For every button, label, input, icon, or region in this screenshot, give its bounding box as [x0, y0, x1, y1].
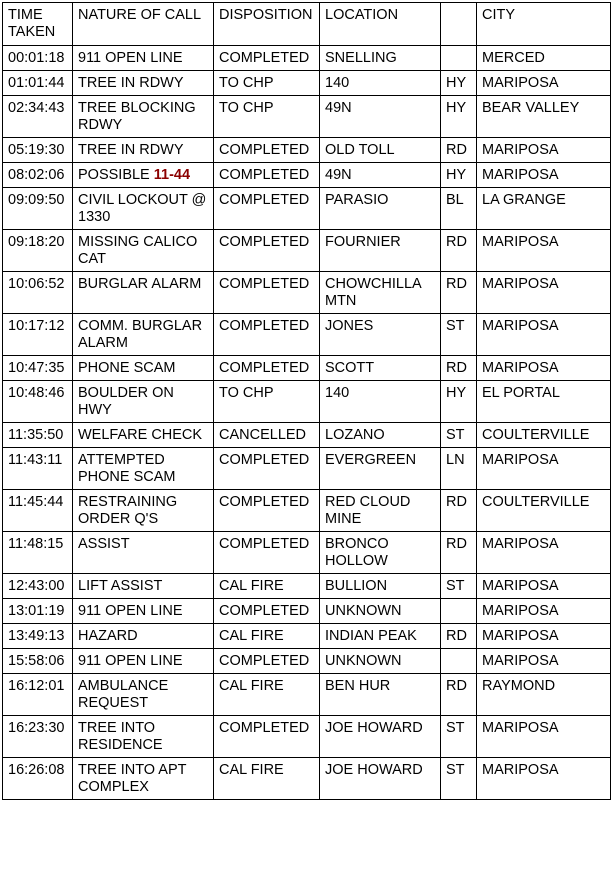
- cell-location: [320, 448, 441, 490]
- disposition-text: COMPLETED: [219, 167, 310, 183]
- cell-location: [320, 96, 441, 138]
- header-row: [3, 3, 611, 46]
- cell-type: [441, 356, 477, 381]
- location-text: BRONCO HOLLOW: [325, 536, 389, 569]
- type-text: RD: [446, 494, 467, 510]
- cell-time: [3, 649, 73, 674]
- disposition-text: COMPLETED: [219, 192, 310, 208]
- time-text: 11:43:11: [8, 452, 63, 468]
- cell-city: [477, 758, 611, 800]
- nature-text: TREE BLOCKING RDWY: [78, 100, 196, 133]
- cell-type: [441, 163, 477, 188]
- time-text: 10:47:35: [8, 360, 65, 376]
- disposition-text: COMPLETED: [219, 50, 310, 66]
- type-text: HY: [446, 167, 467, 183]
- city-text: MARIPOSA: [482, 234, 559, 250]
- time-text: 12:43:00: [8, 578, 65, 594]
- location-text: LOZANO: [325, 427, 385, 443]
- nature-text: TREE IN RDWY: [78, 75, 184, 91]
- table-row: [3, 574, 611, 599]
- cell-nature: [73, 272, 214, 314]
- call-log-table: [2, 2, 611, 800]
- location-text: PARASIO: [325, 192, 389, 208]
- nature-text: HAZARD: [78, 628, 138, 644]
- location-text: UNKNOWN: [325, 603, 402, 619]
- cell-location: [320, 272, 441, 314]
- table-row: [3, 423, 611, 448]
- cell-type: [441, 574, 477, 599]
- cell-city: [477, 381, 611, 423]
- header-nature: NATURE OF CALL: [73, 3, 214, 46]
- cell-time: [3, 674, 73, 716]
- table-row: [3, 96, 611, 138]
- cell-city: [477, 272, 611, 314]
- cell-disposition: [214, 490, 320, 532]
- disposition-text: CAL FIRE: [219, 762, 284, 778]
- cell-type: [441, 314, 477, 356]
- cell-time: [3, 490, 73, 532]
- time-text: 11:35:50: [8, 427, 64, 443]
- cell-city: [477, 96, 611, 138]
- cell-type: [441, 716, 477, 758]
- cell-time: [3, 599, 73, 624]
- cell-location: [320, 188, 441, 230]
- cell-type: [441, 138, 477, 163]
- cell-nature: [73, 230, 214, 272]
- nature-text: WELFARE CHECK: [78, 427, 203, 443]
- disposition-text: COMPLETED: [219, 720, 310, 736]
- cell-time: [3, 314, 73, 356]
- table-row: [3, 46, 611, 71]
- cell-disposition: [214, 96, 320, 138]
- cell-nature: [73, 188, 214, 230]
- cell-time: [3, 356, 73, 381]
- location-text: JOE HOWARD: [325, 720, 423, 736]
- table-row: [3, 272, 611, 314]
- cell-city: [477, 448, 611, 490]
- location-text: 140: [325, 385, 350, 401]
- cell-city: [477, 624, 611, 649]
- cell-type: [441, 532, 477, 574]
- cell-location: [320, 758, 441, 800]
- cell-location: [320, 138, 441, 163]
- disposition-text: TO CHP: [219, 385, 274, 401]
- cell-type: [441, 490, 477, 532]
- table-row: [3, 230, 611, 272]
- cell-nature: [73, 356, 214, 381]
- cell-city: [477, 490, 611, 532]
- table-row: [3, 599, 611, 624]
- cell-nature: [73, 758, 214, 800]
- type-text: RD: [446, 142, 467, 158]
- time-text: 16:12:01: [8, 678, 65, 694]
- type-text: BL: [446, 192, 464, 208]
- city-text: MARIPOSA: [482, 318, 559, 334]
- type-text: ST: [446, 762, 465, 778]
- cell-nature: [73, 674, 214, 716]
- time-text: 13:01:19: [8, 603, 65, 619]
- table-row: [3, 163, 611, 188]
- cell-nature: [73, 574, 214, 599]
- disposition-text: COMPLETED: [219, 494, 310, 510]
- nature-text: TREE IN RDWY: [78, 142, 184, 158]
- table-body: [3, 46, 611, 800]
- city-text: COULTERVILLE: [482, 494, 590, 510]
- cell-city: [477, 188, 611, 230]
- time-text: 01:01:44: [8, 75, 65, 91]
- cell-time: [3, 423, 73, 448]
- nature-text: MISSING CALICO CAT: [78, 234, 198, 267]
- cell-time: [3, 138, 73, 163]
- table-row: [3, 138, 611, 163]
- cell-city: [477, 138, 611, 163]
- time-text: 10:48:46: [8, 385, 65, 401]
- cell-type: [441, 423, 477, 448]
- cell-city: [477, 356, 611, 381]
- table-row: [3, 188, 611, 230]
- location-text: 49N: [325, 100, 352, 116]
- cell-location: [320, 314, 441, 356]
- cell-type: [441, 46, 477, 71]
- table-row: [3, 674, 611, 716]
- disposition-text: CAL FIRE: [219, 578, 284, 594]
- time-text: 00:01:18: [8, 50, 65, 66]
- cell-type: [441, 71, 477, 96]
- table-header: [3, 3, 611, 46]
- location-text: SNELLING: [325, 50, 397, 66]
- cell-nature: [73, 314, 214, 356]
- time-text: 11:45:44: [8, 494, 64, 510]
- time-text: 09:18:20: [8, 234, 65, 250]
- cell-nature: [73, 624, 214, 649]
- nature-text: TREE INTO APT COMPLEX: [78, 762, 187, 795]
- cell-nature: [73, 448, 214, 490]
- cell-time: [3, 381, 73, 423]
- type-text: RD: [446, 276, 467, 292]
- cell-city: [477, 46, 611, 71]
- nature-text: LIFT ASSIST: [78, 578, 163, 594]
- cell-location: [320, 356, 441, 381]
- call-code-highlight: 11-44: [153, 167, 191, 183]
- nature-text: 911 OPEN LINE: [78, 603, 183, 619]
- cell-nature: [73, 163, 214, 188]
- cell-disposition: [214, 138, 320, 163]
- cell-disposition: [214, 163, 320, 188]
- cell-disposition: [214, 230, 320, 272]
- header-type: [441, 3, 477, 46]
- location-text: JOE HOWARD: [325, 762, 423, 778]
- disposition-text: COMPLETED: [219, 360, 310, 376]
- cell-location: [320, 46, 441, 71]
- cell-type: [441, 272, 477, 314]
- cell-location: [320, 381, 441, 423]
- cell-time: [3, 624, 73, 649]
- table-row: [3, 716, 611, 758]
- city-text: MARIPOSA: [482, 603, 559, 619]
- nature-text: TREE INTO RESIDENCE: [78, 720, 163, 753]
- disposition-text: COMPLETED: [219, 276, 310, 292]
- table-row: [3, 356, 611, 381]
- location-text: INDIAN PEAK: [325, 628, 417, 644]
- table-row: [3, 532, 611, 574]
- location-text: BULLION: [325, 578, 388, 594]
- disposition-text: COMPLETED: [219, 653, 310, 669]
- cell-city: [477, 163, 611, 188]
- city-text: MARIPOSA: [482, 167, 559, 183]
- cell-disposition: [214, 46, 320, 71]
- cell-city: [477, 423, 611, 448]
- location-text: SCOTT: [325, 360, 375, 376]
- cell-nature: [73, 96, 214, 138]
- cell-location: [320, 649, 441, 674]
- cell-disposition: [214, 674, 320, 716]
- cell-nature: [73, 138, 214, 163]
- cell-type: [441, 381, 477, 423]
- location-text: RED CLOUD MINE: [325, 494, 411, 527]
- type-text: RD: [446, 360, 467, 376]
- city-text: RAYMOND: [482, 678, 556, 694]
- disposition-text: CANCELLED: [219, 427, 307, 443]
- cell-disposition: [214, 599, 320, 624]
- time-text: 10:17:12: [8, 318, 65, 334]
- disposition-text: TO CHP: [219, 100, 274, 116]
- nature-text: AMBULANCE REQUEST: [78, 678, 169, 711]
- type-text: ST: [446, 578, 465, 594]
- nature-text: ATTEMPTED PHONE SCAM: [78, 452, 176, 485]
- city-text: MARIPOSA: [482, 276, 559, 292]
- time-text: 02:34:43: [8, 100, 65, 116]
- type-text: RD: [446, 678, 467, 694]
- cell-location: [320, 490, 441, 532]
- type-text: HY: [446, 100, 467, 116]
- cell-type: [441, 624, 477, 649]
- cell-nature: [73, 381, 214, 423]
- time-text: 15:58:06: [8, 653, 65, 669]
- city-text: COULTERVILLE: [482, 427, 590, 443]
- cell-type: [441, 649, 477, 674]
- cell-location: [320, 624, 441, 649]
- city-text: MARIPOSA: [482, 628, 559, 644]
- disposition-text: CAL FIRE: [219, 678, 284, 694]
- cell-disposition: [214, 188, 320, 230]
- cell-city: [477, 574, 611, 599]
- cell-disposition: [214, 716, 320, 758]
- header-time: TIME TAKEN: [3, 3, 73, 46]
- cell-time: [3, 46, 73, 71]
- location-text: EVERGREEN: [325, 452, 417, 468]
- table-row: [3, 649, 611, 674]
- header-city: CITY: [477, 3, 611, 46]
- city-text: MARIPOSA: [482, 762, 559, 778]
- cell-location: [320, 71, 441, 96]
- time-text: 13:49:13: [8, 628, 65, 644]
- disposition-text: COMPLETED: [219, 318, 310, 334]
- cell-disposition: [214, 272, 320, 314]
- cell-city: [477, 314, 611, 356]
- disposition-text: COMPLETED: [219, 234, 310, 250]
- cell-disposition: [214, 758, 320, 800]
- disposition-text: TO CHP: [219, 75, 274, 91]
- type-text: ST: [446, 318, 465, 334]
- type-text: RD: [446, 234, 467, 250]
- city-text: EL PORTAL: [482, 385, 560, 401]
- cell-location: [320, 230, 441, 272]
- type-text: LN: [446, 452, 465, 468]
- cell-type: [441, 674, 477, 716]
- type-text: RD: [446, 536, 467, 552]
- disposition-text: COMPLETED: [219, 603, 310, 619]
- time-text: 09:09:50: [8, 192, 65, 208]
- nature-text: 911 OPEN LINE: [78, 653, 183, 669]
- cell-time: [3, 448, 73, 490]
- cell-time: [3, 272, 73, 314]
- cell-location: [320, 423, 441, 448]
- table-row: [3, 624, 611, 649]
- disposition-text: CAL FIRE: [219, 628, 284, 644]
- cell-time: [3, 163, 73, 188]
- cell-nature: [73, 423, 214, 448]
- table-row: [3, 758, 611, 800]
- cell-disposition: [214, 423, 320, 448]
- disposition-text: COMPLETED: [219, 142, 310, 158]
- location-text: JONES: [325, 318, 374, 334]
- cell-location: [320, 574, 441, 599]
- cell-type: [441, 758, 477, 800]
- cell-time: [3, 532, 73, 574]
- cell-time: [3, 716, 73, 758]
- cell-time: [3, 96, 73, 138]
- cell-location: [320, 716, 441, 758]
- cell-location: [320, 163, 441, 188]
- cell-disposition: [214, 448, 320, 490]
- cell-location: [320, 532, 441, 574]
- cell-city: [477, 230, 611, 272]
- nature-text: CIVIL LOCKOUT @ 1330: [78, 192, 207, 225]
- cell-disposition: [214, 532, 320, 574]
- nature-text: RESTRAINING ORDER Q'S: [78, 494, 178, 527]
- cell-type: [441, 448, 477, 490]
- cell-location: [320, 674, 441, 716]
- cell-type: [441, 188, 477, 230]
- time-text: 11:48:15: [8, 536, 64, 552]
- cell-disposition: [214, 649, 320, 674]
- time-text: 08:02:06: [8, 167, 65, 183]
- city-text: MARIPOSA: [482, 452, 559, 468]
- cell-city: [477, 674, 611, 716]
- cell-time: [3, 71, 73, 96]
- city-text: BEAR VALLEY: [482, 100, 580, 116]
- cell-disposition: [214, 574, 320, 599]
- nature-text: BURGLAR ALARM: [78, 276, 202, 292]
- cell-disposition: [214, 71, 320, 96]
- cell-disposition: [214, 381, 320, 423]
- cell-type: [441, 96, 477, 138]
- cell-type: [441, 599, 477, 624]
- nature-text: COMM. BURGLAR ALARM: [78, 318, 203, 351]
- nature-text: ASSIST: [78, 536, 130, 552]
- table-row: [3, 448, 611, 490]
- cell-nature: [73, 599, 214, 624]
- city-text: MARIPOSA: [482, 142, 559, 158]
- cell-disposition: [214, 314, 320, 356]
- location-text: FOURNIER: [325, 234, 401, 250]
- cell-nature: [73, 71, 214, 96]
- city-text: MARIPOSA: [482, 720, 559, 736]
- cell-nature: [73, 46, 214, 71]
- city-text: MARIPOSA: [482, 653, 559, 669]
- nature-text: POSSIBLE: [78, 167, 150, 183]
- cell-time: [3, 574, 73, 599]
- header-disposition: DISPOSITION: [214, 3, 320, 46]
- time-text: 16:23:30: [8, 720, 65, 736]
- time-text: 05:19:30: [8, 142, 65, 158]
- cell-disposition: [214, 356, 320, 381]
- cell-nature: [73, 490, 214, 532]
- cell-city: [477, 649, 611, 674]
- cell-type: [441, 230, 477, 272]
- city-text: MARIPOSA: [482, 536, 559, 552]
- cell-city: [477, 599, 611, 624]
- cell-city: [477, 71, 611, 96]
- location-text: BEN HUR: [325, 678, 391, 694]
- cell-location: [320, 599, 441, 624]
- disposition-text: COMPLETED: [219, 452, 310, 468]
- location-text: 140: [325, 75, 350, 91]
- cell-city: [477, 532, 611, 574]
- disposition-text: COMPLETED: [219, 536, 310, 552]
- time-text: 10:06:52: [8, 276, 65, 292]
- type-text: ST: [446, 720, 465, 736]
- type-text: HY: [446, 385, 467, 401]
- location-text: 49N: [325, 167, 352, 183]
- location-text: UNKNOWN: [325, 653, 402, 669]
- table-row: [3, 381, 611, 423]
- city-text: MARIPOSA: [482, 578, 559, 594]
- cell-time: [3, 758, 73, 800]
- header-location: LOCATION: [320, 3, 441, 46]
- location-text: CHOWCHILLA MTN: [325, 276, 421, 309]
- cell-time: [3, 188, 73, 230]
- cell-nature: [73, 532, 214, 574]
- city-text: MARIPOSA: [482, 360, 559, 376]
- time-text: 16:26:08: [8, 762, 65, 778]
- type-text: RD: [446, 628, 467, 644]
- nature-text: PHONE SCAM: [78, 360, 176, 376]
- city-text: MERCED: [482, 50, 545, 66]
- city-text: MARIPOSA: [482, 75, 559, 91]
- city-text: LA GRANGE: [482, 192, 566, 208]
- cell-nature: [73, 716, 214, 758]
- type-text: HY: [446, 75, 467, 91]
- location-text: OLD TOLL: [325, 142, 395, 158]
- table-row: [3, 490, 611, 532]
- nature-text: BOULDER ON HWY: [78, 385, 174, 418]
- cell-time: [3, 230, 73, 272]
- type-text: ST: [446, 427, 465, 443]
- nature-text: 911 OPEN LINE: [78, 50, 183, 66]
- table-row: [3, 71, 611, 96]
- cell-city: [477, 716, 611, 758]
- table-row: [3, 314, 611, 356]
- cell-nature: [73, 649, 214, 674]
- cell-disposition: [214, 624, 320, 649]
